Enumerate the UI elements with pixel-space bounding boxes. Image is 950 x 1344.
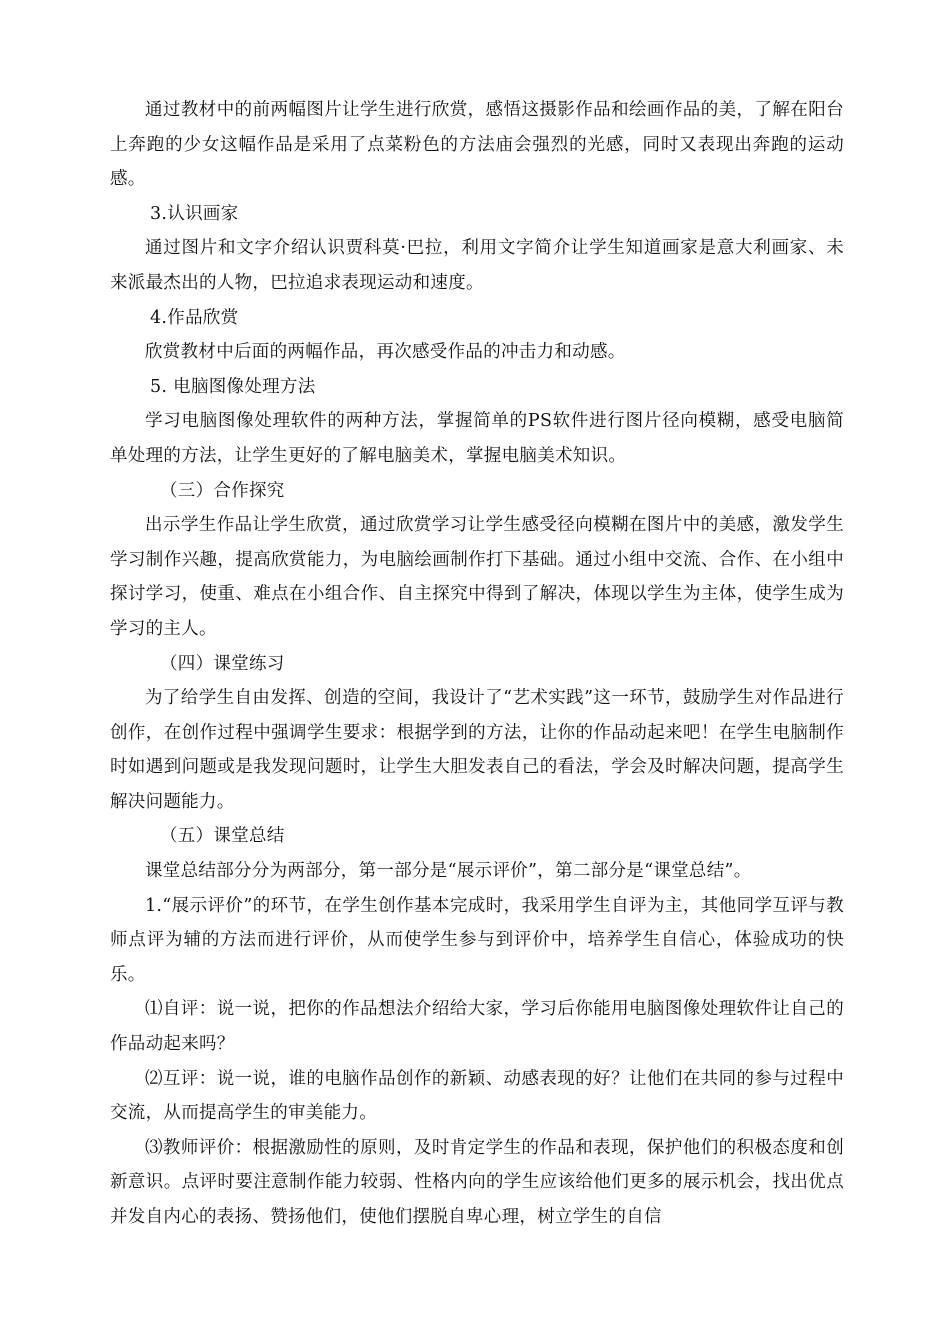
heading-image-processing: 5. 电脑图像处理方法 bbox=[150, 376, 316, 397]
paragraph-evaluation: 1.“展示评价”的环节，在学生创作基本完成时，我采用学生自评为主，其他同学互评与教师点评为辅的方法而进行评价，从而使学生参与到评价中，培养学生自信心，体验成功的快乐。 bbox=[110, 895, 844, 985]
document-body bbox=[110, 93, 844, 1235]
paragraph-peer-evaluation: ⑵互评：说一说，谁的电脑作品创作的新颖、动感表现的好？让他们在共同的参与过程中交流，从而提高学生的审美能力。 bbox=[110, 1068, 844, 1124]
paragraph-image-processing: 学习电脑图像处理软件的两种方法，掌握简单的PS软件进行图片径向模糊，感受电脑简单处理的方法，让学生更好的了解电脑美术，掌握电脑美术知识。 bbox=[110, 411, 844, 466]
section-class-practice: （四）课堂练习 bbox=[160, 653, 285, 674]
heading-work-appreciation: 4.作品欣赏 bbox=[150, 307, 239, 328]
paragraph-work-appreciation: 欣赏教材中后面的两幅作品，再次感受作品的冲击力和动感。 bbox=[145, 342, 626, 363]
heading-know-painter: 3.认识画家 bbox=[150, 203, 239, 224]
paragraph-teacher-evaluation: ⑶教师评价：根据激励性的原则，及时肯定学生的作品和表现，保护他们的积极态度和创新意识。点评时要注意制作能力较弱、性格内向的学生应该给他们更多的展示机会，找出优点并发自内心的表扬、赞扬他们，使他们摆脱自卑心理，树立学生的自信 bbox=[110, 1137, 844, 1227]
section-cooperative-inquiry: （三）合作探究 bbox=[160, 480, 285, 501]
section-class-summary: （五）课堂总结 bbox=[160, 826, 285, 847]
paragraph-class-practice: 为了给学生自由发挥、创造的空间，我设计了“艺术实践”这一环节，鼓励学生对作品进行创作，在创作过程中强调学生要求：根据学到的方法，让你的作品动起来吧！在学生电脑制作时如遇到问题或是我发现问题时，让学生大胆发表自己的看法，学会及时解决问题，提高学生解决问题能力。 bbox=[110, 688, 844, 812]
paragraph-cooperative-inquiry: 出示学生作品让学生欣赏，通过欣赏学习让学生感受径向模糊在图片中的美感，激发学生学习制作兴趣，提高欣赏能力，为电脑绘画制作打下基础。通过小组中交流、合作、在小组中探讨学习，使重、难点在小组合作、自主探究中得到了解决，体现以学生为主体，使学生成为学习的主人。 bbox=[110, 515, 844, 639]
paragraph-appreciation-intro: 通过教材中的前两幅图片让学生进行欣赏，感悟这摄影作品和绘画作品的美，了解在阳台上奔跑的少女这幅作品是采用了点菜粉色的方法庙会强烈的光感，同时又表现出奔跑的运动感。 bbox=[110, 100, 844, 190]
paragraph-self-evaluation: ⑴自评：说一说，把你的作品想法介绍给大家，学习后你能用电脑图像处理软件让自己的作品动起来吗？ bbox=[110, 999, 844, 1055]
paragraph-painter-balla: 通过图片和文字介绍认识贾科莫·巴拉，利用文字简介让学生知道画家是意大利画家、未来派最杰出的人物，巴拉追求表现运动和速度。 bbox=[110, 238, 844, 293]
paragraph-summary-intro: 课堂总结部分分为两部分，第一部分是“展示评价”，第二部分是“课堂总结”。 bbox=[145, 861, 752, 882]
